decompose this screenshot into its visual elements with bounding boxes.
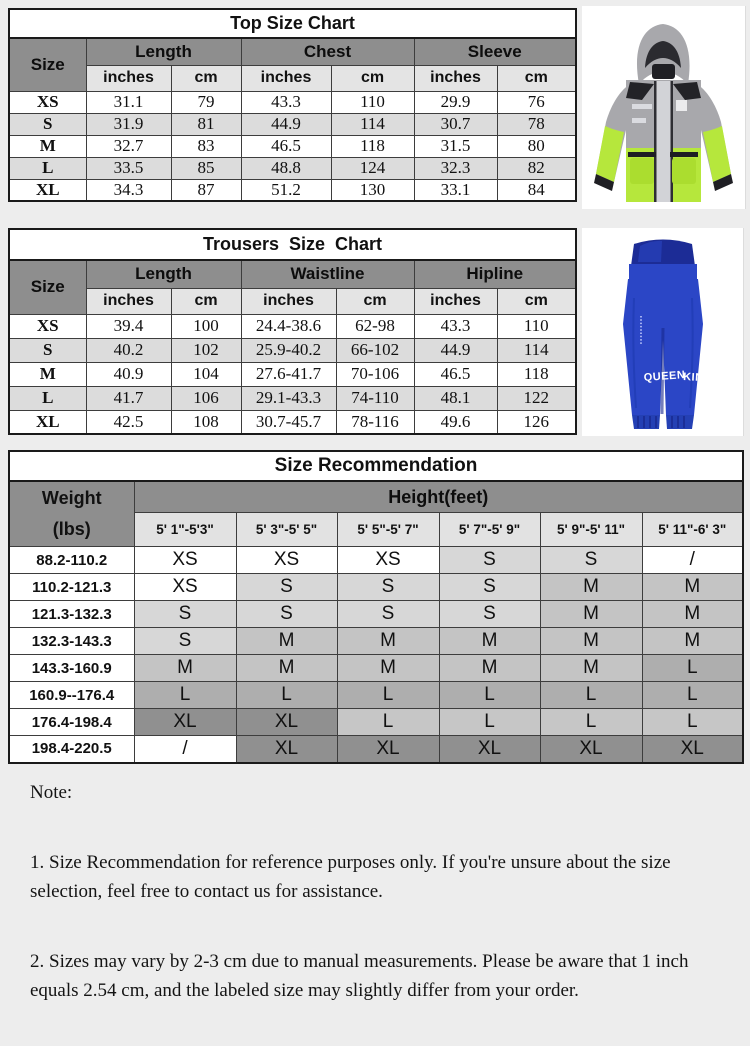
weight-range-label: 110.2-121.3 — [9, 574, 134, 601]
size-label: XL — [9, 179, 86, 201]
weight-unit-label: (lbs) — [52, 519, 91, 539]
measurement-value: 32.7 — [86, 135, 171, 157]
unit-header: cm — [336, 288, 414, 314]
unit-header: cm — [497, 65, 576, 91]
recommended-size-cell: S — [337, 574, 439, 601]
recommended-size-cell: L — [134, 682, 236, 709]
queen-text: QUEEN — [643, 369, 686, 384]
note-item-1: 1. Size Recommendation for reference purposes only. If you're unsure about the size selection, feel free to contact us for assistance. — [30, 852, 671, 903]
recommended-size-cell: M — [540, 601, 642, 628]
jacket-image — [582, 6, 746, 209]
measurement-value: 29.1-43.3 — [241, 386, 336, 410]
measurement-value: 40.9 — [86, 362, 171, 386]
recommended-size-cell: XL — [337, 736, 439, 763]
trousers-chart-row — [9, 338, 576, 362]
recommended-size-cell: M — [337, 655, 439, 682]
measurement-value: 33.1 — [414, 179, 497, 201]
weight-range-label: 132.3-143.3 — [9, 628, 134, 655]
measurement-value: 124 — [331, 157, 414, 179]
unit-header: inches — [86, 288, 171, 314]
measurement-value: 34.3 — [86, 179, 171, 201]
jacket-illustration — [582, 6, 745, 209]
measurement-value: 42.5 — [86, 410, 171, 434]
weight-range-label: 176.4-198.4 — [9, 709, 134, 736]
recommended-size-cell: M — [540, 655, 642, 682]
weight-range-label: 121.3-132.3 — [9, 601, 134, 628]
measurement-value: 48.8 — [241, 157, 331, 179]
recommended-size-cell: M — [642, 628, 743, 655]
top-chart-sleeve-header: Sleeve — [414, 38, 576, 65]
unit-header: cm — [171, 65, 241, 91]
recommended-size-cell: XS — [236, 547, 337, 574]
top-chart-title: Top Size Chart — [9, 9, 576, 38]
recommended-size-cell: L — [236, 682, 337, 709]
measurement-value: 43.3 — [414, 314, 497, 338]
unit-header: cm — [331, 65, 414, 91]
top-chart-chest-header: Chest — [241, 38, 414, 65]
measurement-value: 39.4 — [86, 314, 171, 338]
recommended-size-cell: S — [134, 601, 236, 628]
recommended-size-cell: XL — [439, 736, 540, 763]
unit-header: cm — [497, 288, 576, 314]
measurement-value: 27.6-41.7 — [241, 362, 336, 386]
recommended-size-cell: L — [337, 682, 439, 709]
measurement-value: 31.1 — [86, 91, 171, 113]
measurement-value: 79 — [171, 91, 241, 113]
trousers-chart-size-header: Size — [9, 260, 86, 314]
size-label: M — [9, 135, 86, 157]
measurement-value: 78 — [497, 113, 576, 135]
recommended-size-cell: M — [439, 655, 540, 682]
measurement-value: 44.9 — [414, 338, 497, 362]
unit-header: cm — [171, 288, 241, 314]
unit-header: inches — [241, 65, 331, 91]
recommended-size-cell: S — [236, 601, 337, 628]
measurement-value: 24.4-38.6 — [241, 314, 336, 338]
measurement-value: 100 — [171, 314, 241, 338]
trousers-chart-row — [9, 386, 576, 410]
unit-header: inches — [86, 65, 171, 91]
recommended-size-cell: L — [337, 709, 439, 736]
recommended-size-cell: L — [642, 655, 743, 682]
recommended-size-cell: L — [540, 709, 642, 736]
size-recommendation-section — [8, 450, 744, 764]
measurement-value: 70-106 — [336, 362, 414, 386]
measurement-value: 81 — [171, 113, 241, 135]
trousers-chart-hipline-header: Hipline — [414, 260, 576, 288]
size-label: S — [9, 113, 86, 135]
top-chart-row — [9, 157, 576, 179]
recommended-size-cell: XL — [236, 709, 337, 736]
measurement-value: 32.3 — [414, 157, 497, 179]
recommended-size-cell: XS — [134, 547, 236, 574]
recommendation-row — [9, 682, 743, 709]
measurement-value: 78-116 — [336, 410, 414, 434]
measurement-value: 43.3 — [241, 91, 331, 113]
height-header: Height(feet) — [134, 481, 743, 513]
measurement-value: 76 — [497, 91, 576, 113]
measurement-value: 44.9 — [241, 113, 331, 135]
recommendation-title: Size Recommendation — [9, 451, 743, 481]
recommended-size-cell: / — [134, 736, 236, 763]
top-chart-length-header: Length — [86, 38, 241, 65]
measurement-value: 30.7 — [414, 113, 497, 135]
recommended-size-cell: S — [134, 628, 236, 655]
measurement-value: 25.9-40.2 — [241, 338, 336, 362]
recommended-size-cell: S — [540, 547, 642, 574]
size-label: XS — [9, 314, 86, 338]
recommendation-row — [9, 736, 743, 763]
trousers-size-chart-section — [8, 228, 577, 435]
note-item-2: 2. Sizes may vary by 2-3 cm due to manual measurements. Please be aware that 1 inch equals 2.54 cm, and the labeled size may slightly differ from your order. — [30, 950, 689, 1002]
measurement-value: 130 — [331, 179, 414, 201]
recommended-size-cell: M — [236, 655, 337, 682]
measurement-value: 49.6 — [414, 410, 497, 434]
top-size-chart-table — [8, 8, 577, 202]
trousers-chart-title: Trousers Size Chart — [9, 229, 576, 260]
measurement-value: 83 — [171, 135, 241, 157]
measurement-value: 114 — [331, 113, 414, 135]
measurement-value: 85 — [171, 157, 241, 179]
weight-range-label: 160.9--176.4 — [9, 682, 134, 709]
recommended-size-cell: XL — [134, 709, 236, 736]
note-section — [30, 782, 724, 1046]
size-label: L — [9, 157, 86, 179]
unit-header: inches — [414, 65, 497, 91]
measurement-value: 46.5 — [241, 135, 331, 157]
recommended-size-cell: XL — [540, 736, 642, 763]
size-recommendation-table — [8, 450, 744, 764]
recommended-size-cell: M — [540, 628, 642, 655]
recommended-size-cell: / — [642, 547, 743, 574]
weight-range-label: 143.3-160.9 — [9, 655, 134, 682]
recommendation-row — [9, 655, 743, 682]
measurement-value: 118 — [497, 362, 576, 386]
top-size-chart-section — [8, 8, 577, 202]
recommendation-row — [9, 709, 743, 736]
measurement-value: 41.7 — [86, 386, 171, 410]
measurement-value: 29.9 — [414, 91, 497, 113]
trousers-chart-row — [9, 410, 576, 434]
recommended-size-cell: M — [439, 628, 540, 655]
top-chart-size-header: Size — [9, 38, 86, 91]
recommended-size-cell: XS — [337, 547, 439, 574]
recommended-size-cell: M — [337, 628, 439, 655]
recommendation-row — [9, 547, 743, 574]
measurement-value: 126 — [497, 410, 576, 434]
trousers-chart-row — [9, 314, 576, 338]
unit-header: inches — [414, 288, 497, 314]
weight-range-label: 198.4-220.5 — [9, 736, 134, 763]
recommended-size-cell: M — [642, 601, 743, 628]
measurement-value: 110 — [331, 91, 414, 113]
recommended-size-cell: M — [134, 655, 236, 682]
height-range: 5' 1"-5'3" — [134, 513, 236, 547]
measurement-value: 51.2 — [241, 179, 331, 201]
measurement-value: 74-110 — [336, 386, 414, 410]
measurement-value: 80 — [497, 135, 576, 157]
height-range: 5' 9"-5' 11" — [540, 513, 642, 547]
measurement-value: 66-102 — [336, 338, 414, 362]
recommended-size-cell: L — [642, 682, 743, 709]
measurement-value: 46.5 — [414, 362, 497, 386]
measurement-value: 84 — [497, 179, 576, 201]
recommendation-row — [9, 574, 743, 601]
recommended-size-cell: XL — [236, 736, 337, 763]
height-range: 5' 5"-5' 7" — [337, 513, 439, 547]
recommended-size-cell: XS — [134, 574, 236, 601]
recommended-size-cell: L — [439, 682, 540, 709]
measurement-value: 82 — [497, 157, 576, 179]
measurement-value: 30.7-45.7 — [241, 410, 336, 434]
size-label: XS — [9, 91, 86, 113]
recommended-size-cell: XL — [642, 736, 743, 763]
recommended-size-cell: L — [439, 709, 540, 736]
trousers-chart-row — [9, 362, 576, 386]
measurement-value: 62-98 — [336, 314, 414, 338]
trousers-illustration — [582, 228, 743, 436]
size-label: XL — [9, 410, 86, 434]
king-text: KING — [682, 371, 713, 385]
recommended-size-cell: S — [236, 574, 337, 601]
recommendation-row — [9, 628, 743, 655]
recommendation-row — [9, 601, 743, 628]
note-heading: Note: — [30, 782, 73, 803]
measurement-value: 122 — [497, 386, 576, 410]
measurement-value: 118 — [331, 135, 414, 157]
top-chart-row — [9, 113, 576, 135]
weight-label: Weight — [41, 488, 102, 509]
measurement-value: 108 — [171, 410, 241, 434]
size-label: L — [9, 386, 86, 410]
top-chart-row — [9, 179, 576, 201]
measurement-value: 40.2 — [86, 338, 171, 362]
size-label: M — [9, 362, 86, 386]
recommended-size-cell: S — [439, 547, 540, 574]
recommended-size-cell: S — [439, 601, 540, 628]
measurement-value: 102 — [171, 338, 241, 362]
weight-range-label: 88.2-110.2 — [9, 547, 134, 574]
measurement-value: 31.5 — [414, 135, 497, 157]
measurement-value: 110 — [497, 314, 576, 338]
height-range: 5' 7"-5' 9" — [439, 513, 540, 547]
size-label: S — [9, 338, 86, 362]
measurement-value: 114 — [497, 338, 576, 362]
measurement-value: 33.5 — [86, 157, 171, 179]
recommended-size-cell: M — [642, 574, 743, 601]
height-range: 5' 11"-6' 3" — [642, 513, 743, 547]
recommended-size-cell: S — [337, 601, 439, 628]
unit-header: inches — [241, 288, 336, 314]
measurement-value: 31.9 — [86, 113, 171, 135]
recommended-size-cell: L — [540, 682, 642, 709]
measurement-value: 104 — [171, 362, 241, 386]
trousers-chart-length-header: Length — [86, 260, 241, 288]
top-chart-row — [9, 91, 576, 113]
trousers-size-chart-table — [8, 228, 577, 435]
top-chart-row — [9, 135, 576, 157]
trousers-image — [582, 228, 744, 436]
recommended-size-cell: S — [439, 574, 540, 601]
measurement-value: 106 — [171, 386, 241, 410]
weight-header — [9, 481, 134, 547]
recommended-size-cell: M — [540, 574, 642, 601]
height-range: 5' 3"-5' 5" — [236, 513, 337, 547]
recommended-size-cell: M — [236, 628, 337, 655]
measurement-value: 87 — [171, 179, 241, 201]
recommended-size-cell: L — [642, 709, 743, 736]
trousers-chart-waistline-header: Waistline — [241, 260, 414, 288]
measurement-value: 48.1 — [414, 386, 497, 410]
